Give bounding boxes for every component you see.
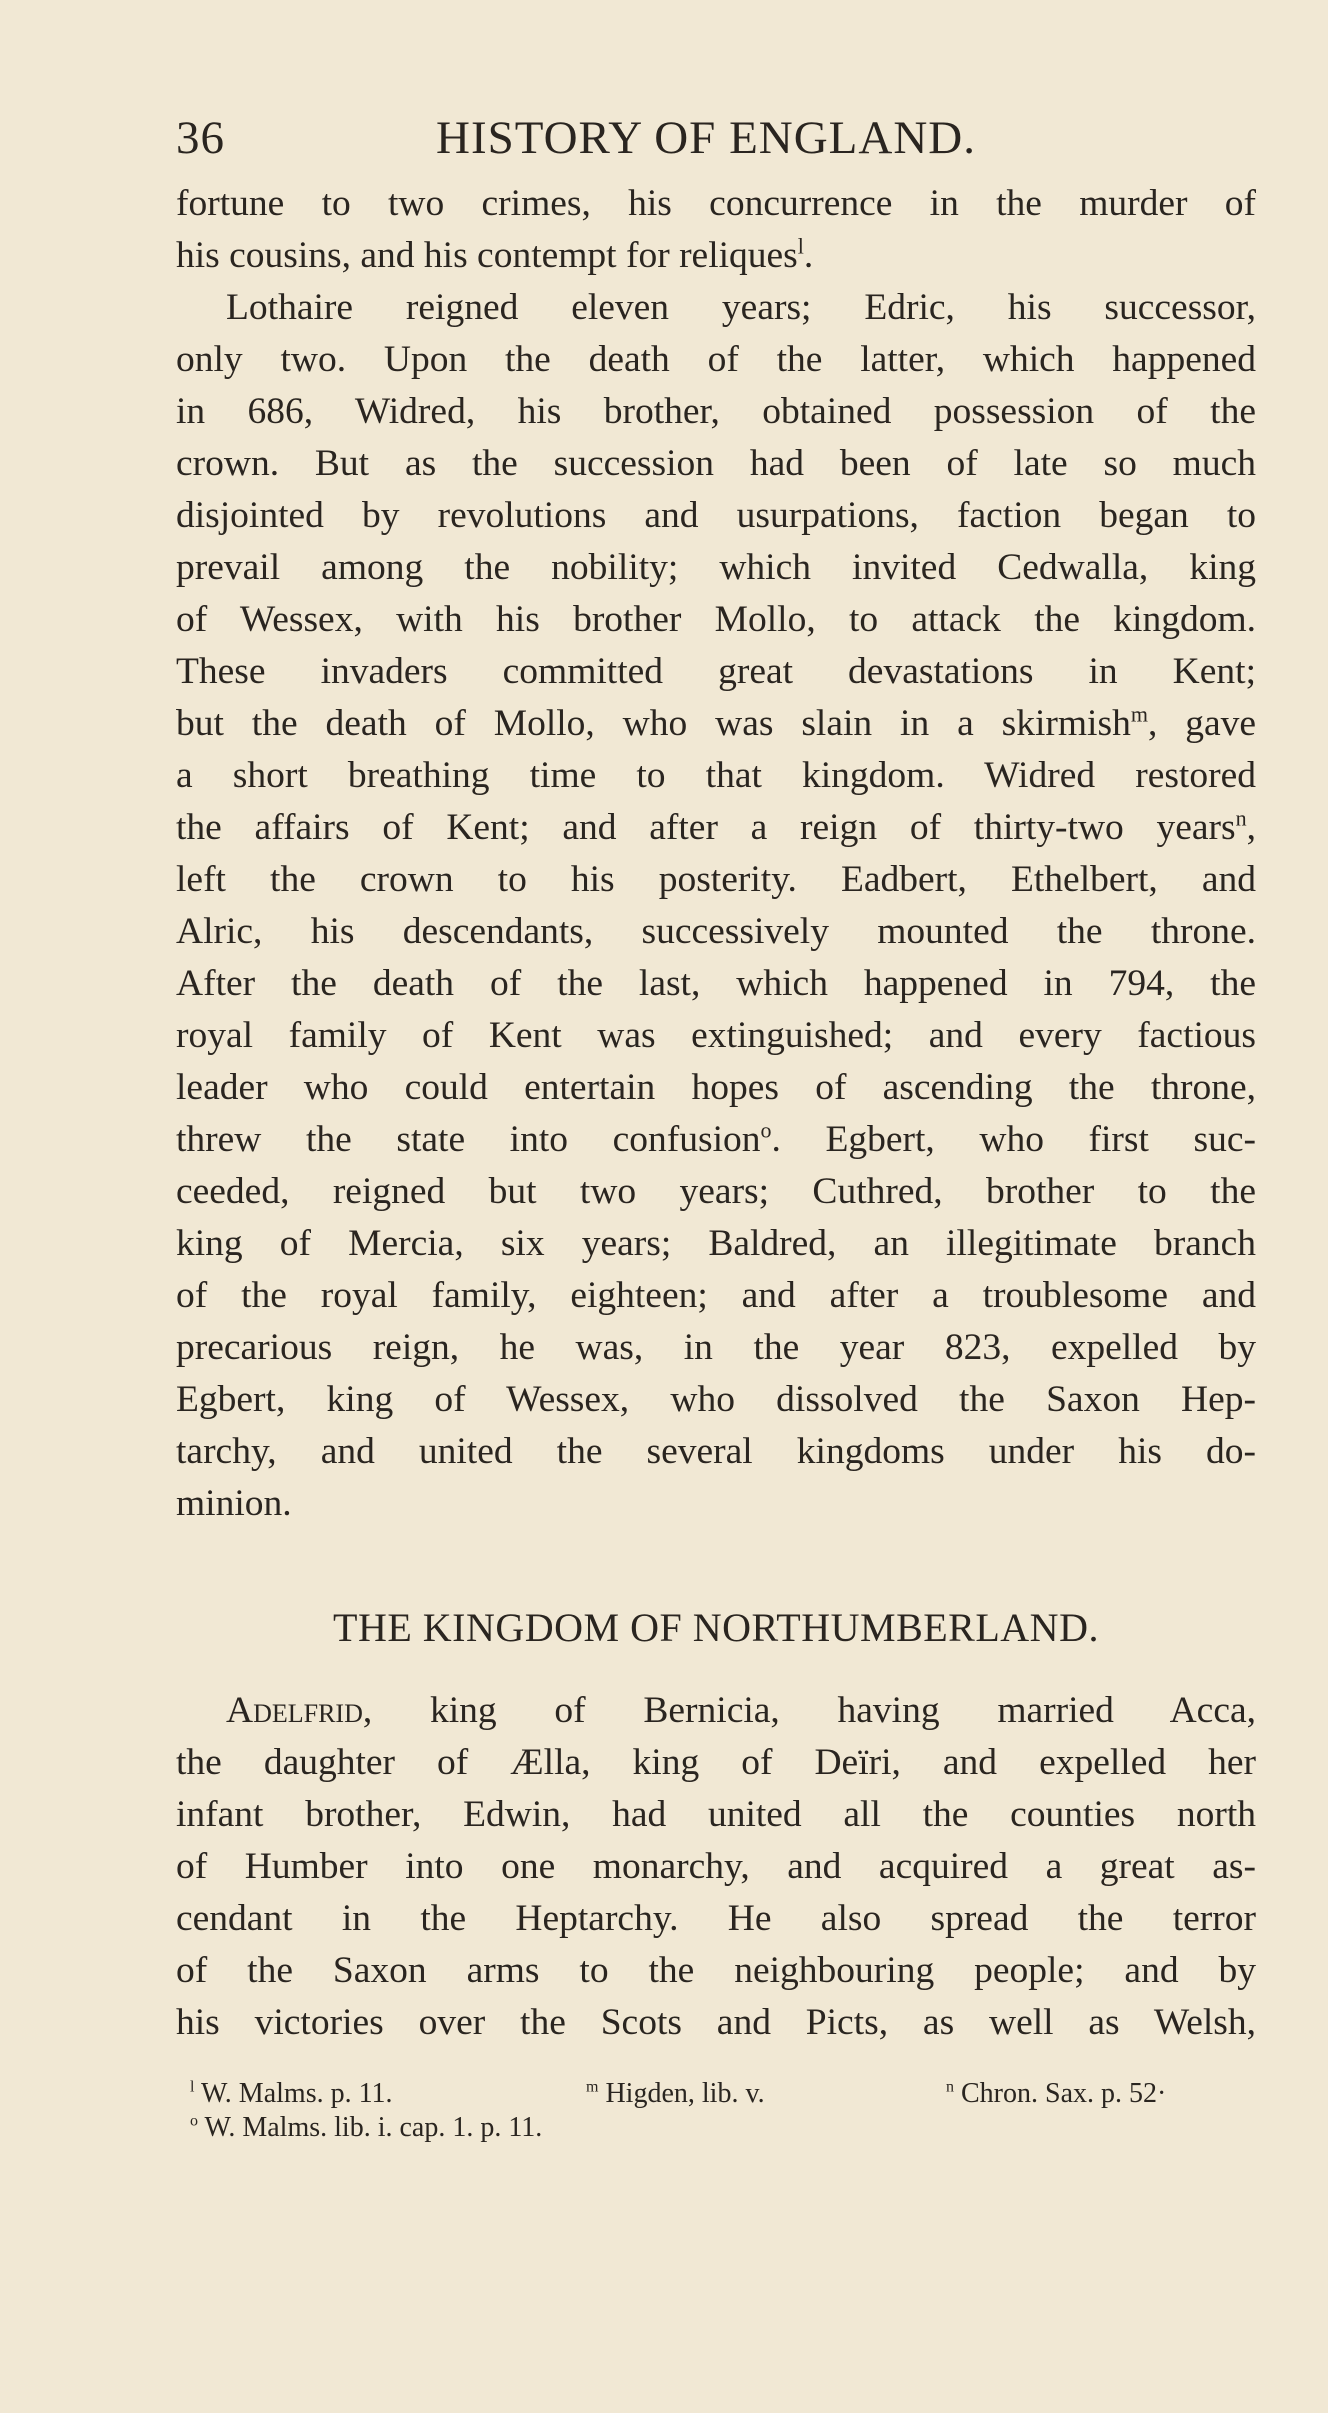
text-line: precarious reign, he was, in the year 823, expelled by xyxy=(176,1327,1256,1368)
section-heading: THE KINGDOM OF NORTHUMBERLAND. xyxy=(333,1605,1099,1650)
text-line: of the Saxon arms to the neighbouring people; and by xyxy=(176,1950,1256,1991)
text-line: These invaders committed great devastations in Kent; xyxy=(176,651,1256,692)
footnote-n: $^n$ Chron. Sax. p. 52· xyxy=(946,2078,1167,2109)
footnote-l: $^l$ W. Malms. p. 11. xyxy=(190,2078,393,2109)
text-line: fortune to two crimes, his concurrence in the murder of xyxy=(176,183,1256,224)
text-line: but the death of Mollo, who was slain in a skirmish$^m$, gave xyxy=(176,701,1257,744)
footnote-o: $^o$ W. Malms. lib. i. cap. 1. p. 11. xyxy=(190,2112,543,2143)
text-line: prevail among the nobility; which invited Cedwalla, king xyxy=(176,547,1256,588)
text-line: threw the state into confusion$^o$. Egbert, who first suc- xyxy=(176,1117,1256,1160)
text-line: left the crown to his posterity. Eadbert, Ethelbert, and xyxy=(176,859,1256,900)
footnote-ref-m: m xyxy=(1130,701,1148,727)
text-line: a short breathing time to that kingdom. Widred restored xyxy=(176,755,1256,796)
footnote-m: $^m$ Higden, lib. v. xyxy=(586,2078,765,2109)
text-line: tarchy, and united the several kingdoms under his do- xyxy=(176,1431,1256,1472)
text-line: king of Mercia, six years; Baldred, an illegitimate branch xyxy=(176,1223,1256,1264)
text-line: of Wessex, with his brother Mollo, to attack the kingdom. xyxy=(176,599,1256,640)
text-line: disjointed by revolutions and usurpations, faction began to xyxy=(176,495,1256,536)
text-line: Egbert, king of Wessex, who dissolved the Saxon Hep- xyxy=(176,1379,1256,1420)
page-number: 36 xyxy=(176,112,225,164)
text-line: Lothaire reigned eleven years; Edric, his successor, xyxy=(226,287,1256,328)
text-line: cendant in the Heptarchy. He also spread the terror xyxy=(176,1898,1256,1939)
text-line: in 686, Widred, his brother, obtained possession of the xyxy=(176,391,1256,432)
footnotes xyxy=(176,2077,1256,2145)
running-head xyxy=(176,108,1256,168)
text-line: of Humber into one monarchy, and acquired a great as- xyxy=(176,1846,1256,1887)
text-line: the daughter of Ælla, king of Deïri, and expelled her xyxy=(176,1742,1256,1783)
footnote-row xyxy=(176,2077,1256,2111)
text-line: leader who could entertain hopes of ascending the throne, xyxy=(176,1067,1256,1108)
text-line: his victories over the Scots and Picts, as well as Welsh, xyxy=(176,2002,1256,2043)
paragraph-northumberland xyxy=(176,1685,1256,2049)
text-line: Adelfrid, king of Bernicia, having married Acca, xyxy=(226,1690,1256,1731)
text-line: crown. But as the succession had been of late so much xyxy=(176,443,1256,484)
paragraph-kent xyxy=(176,178,1256,1530)
footnote-ref-o: o xyxy=(760,1117,772,1143)
text-line: his cousins, and his contempt for reliques$^l$. xyxy=(176,233,814,276)
text-line: royal family of Kent was extinguished; and every factious xyxy=(176,1015,1256,1056)
text-line: infant brother, Edwin, had united all the counties north xyxy=(176,1794,1256,1835)
footnote-ref-n: n xyxy=(1235,805,1247,831)
lead-word: Adelfrid xyxy=(226,1690,363,1731)
footnote-ref-l: l xyxy=(797,233,804,259)
text-line: ceeded, reigned but two years; Cuthred, brother to the xyxy=(176,1171,1256,1212)
running-title: HISTORY OF ENGLAND. xyxy=(436,112,976,164)
text-line: only two. Upon the death of the latter, which happened xyxy=(176,339,1256,380)
text-line: the affairs of Kent; and after a reign of thirty-two years$^n$, xyxy=(176,805,1256,848)
text-line: minion. xyxy=(176,1483,292,1524)
text-line: Alric, his descendants, successively mounted the throne. xyxy=(176,911,1256,952)
footnote-row xyxy=(176,2111,1256,2145)
text-line: After the death of the last, which happened in 794, the xyxy=(176,963,1256,1004)
text-line: of the royal family, eighteen; and after a troublesome and xyxy=(176,1275,1256,1316)
